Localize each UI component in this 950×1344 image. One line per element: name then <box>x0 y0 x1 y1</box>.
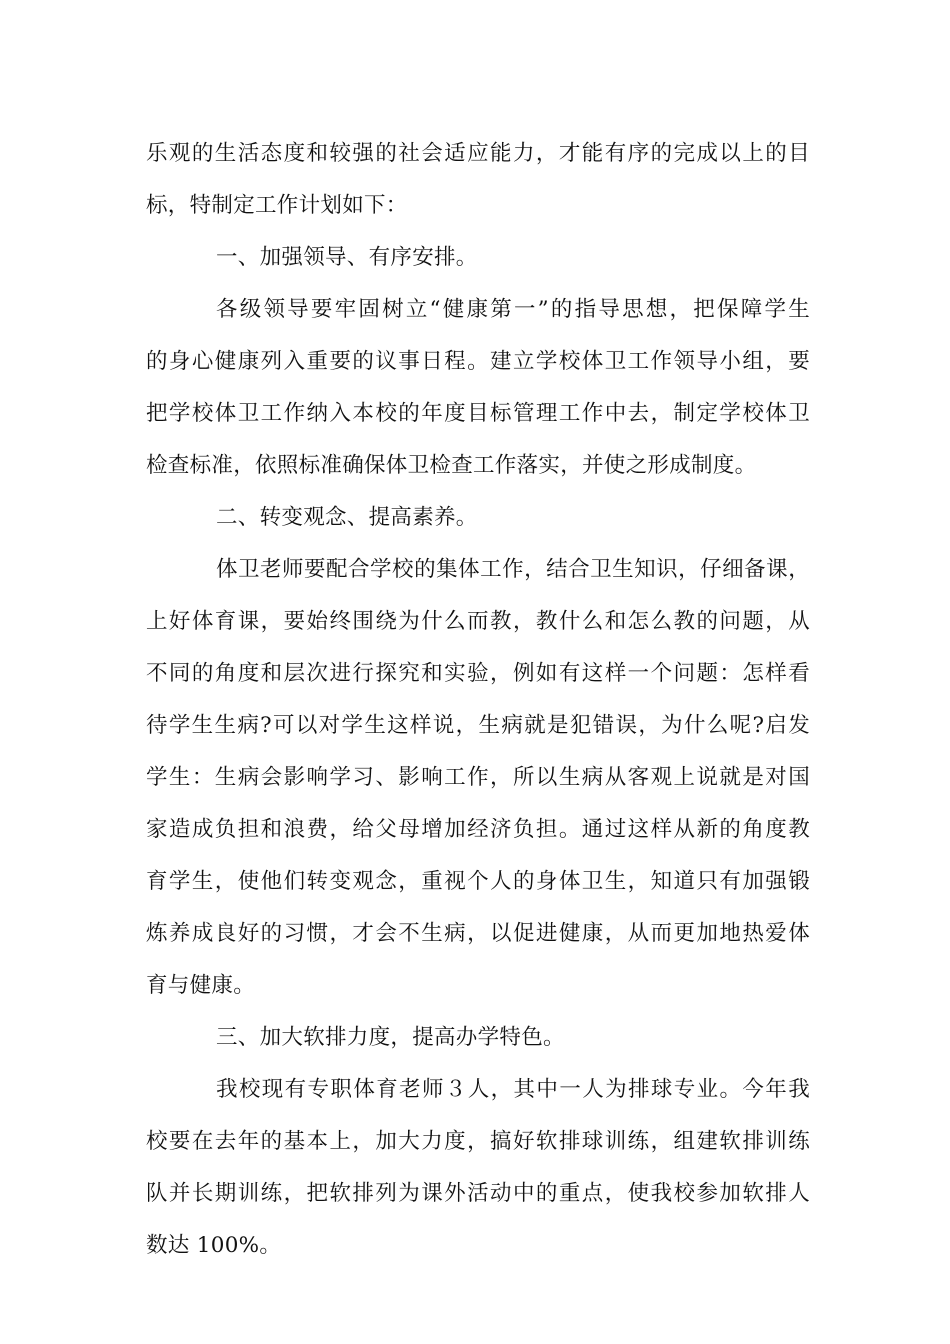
body-line: 不同的角度和层次进行探究和实验，例如有这样一个问题：怎样看 <box>146 661 810 686</box>
body-line: 把学校体卫工作纳入本校的年度目标管理工作中去，制定学校体卫 <box>146 401 810 426</box>
section-heading-1: 一、加强领导、有序安排。 <box>216 245 478 270</box>
body-line: 待学生生病?可以对学生这样说，生病就是犯错误，为什么呢?启发 <box>146 713 810 738</box>
body-line: 的身心健康列入重要的议事日程。建立学校体卫工作领导小组，要 <box>146 349 810 374</box>
body-line: 标，特制定工作计划如下： <box>146 193 408 218</box>
section-heading-3: 三、加大软排力度，提高办学特色。 <box>216 1025 565 1050</box>
body-line: 学生：生病会影响学习、影响工作，所以生病从客观上说就是对国 <box>146 765 810 790</box>
body-line: 数达 100%。 <box>146 1233 282 1258</box>
body-line: 校要在去年的基本上，加大力度，搞好软排球训练，组建软排训练 <box>146 1129 810 1154</box>
body-line: 乐观的生活态度和较强的社会适应能力，才能有序的完成以上的目 <box>146 141 810 166</box>
body-line: 检查标准，依照标准确保体卫检查工作落实，并使之形成制度。 <box>146 453 757 478</box>
paragraph-first-line: 我校现有专职体育老师３人，其中一人为排球专业。今年我 <box>216 1077 810 1102</box>
body-line: 育学生，使他们转变观念，重视个人的身体卫生，知道只有加强锻 <box>146 869 810 894</box>
body-line: 家造成负担和浪费，给父母增加经济负担。通过这样从新的角度教 <box>146 817 810 842</box>
paragraph-first-line: 各级领导要牢固树立“健康第一”的指导思想，把保障学生 <box>216 297 810 322</box>
body-line: 上好体育课，要始终围绕为什么而教，教什么和怎么教的问题，从 <box>146 609 810 634</box>
paragraph-first-line: 体卫老师要配合学校的集体工作，结合卫生知识，仔细备课， <box>216 557 810 582</box>
body-line: 炼养成良好的习惯，才会不生病，以促进健康，从而更加地热爱体 <box>146 921 810 946</box>
section-heading-2: 二、转变观念、提高素养。 <box>216 505 478 530</box>
document-body <box>146 128 810 1272</box>
body-line: 队并长期训练，把软排列为课外活动中的重点，使我校参加软排人 <box>146 1181 810 1206</box>
body-line: 育与健康。 <box>146 973 256 998</box>
